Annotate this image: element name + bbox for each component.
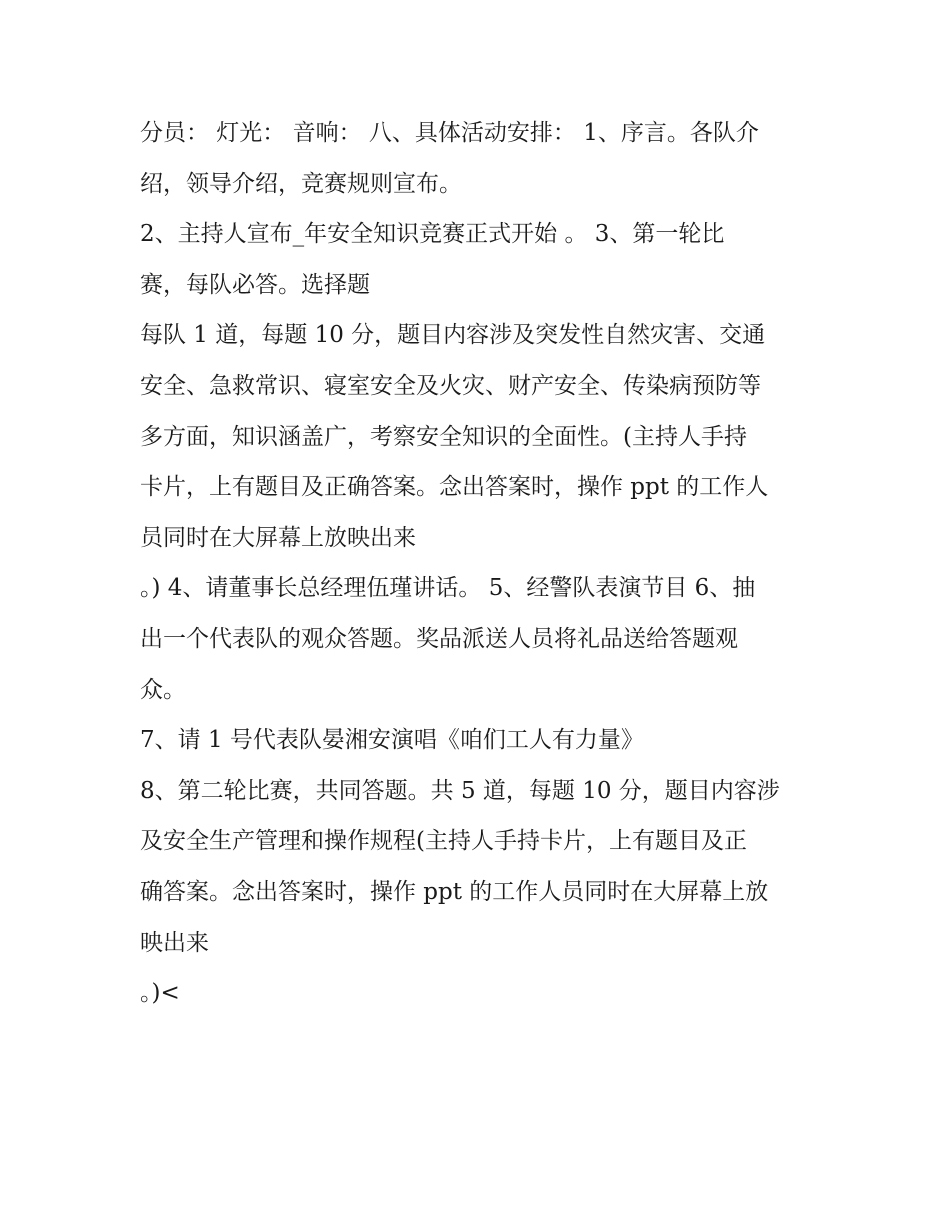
text-line: 出一个代表队的观众答题。奖品派送人员将礼品送给答题观 xyxy=(140,625,738,652)
document-body xyxy=(140,108,820,1019)
text-line: 确答案。念出答案时，操作 ppt 的工作人员同时在大屏幕上放 xyxy=(140,878,769,905)
text-line: 2、主持人宣布_年安全知识竞赛正式开始 。 3、第一轮比 xyxy=(140,221,725,248)
text-line: 员同时在大屏幕上放映出来 xyxy=(140,524,416,551)
text-line: 及安全生产管理和操作规程(主持人手持卡片，上有题目及正 xyxy=(140,828,747,855)
text-line: 绍，领导介绍，竞赛规则宣布。 xyxy=(140,170,462,197)
text-line: 安全、急救常识、寝室安全及火灾、财产安全、传染病预防等 xyxy=(140,372,761,399)
text-line: 多方面，知识涵盖广，考察安全知识的全面性。(主持人手持 xyxy=(140,423,747,450)
text-line: 映出来 xyxy=(140,929,209,956)
text-line: 卡片，上有题目及正确答案。念出答案时，操作 ppt 的工作人 xyxy=(140,474,769,501)
text-line: 分员： 灯光： 音响： 八、具体活动安排： 1、序言。各队介 xyxy=(140,120,759,146)
text-line: 每队 1 道，每题 10 分，题目内容涉及突发性自然灾害、交通 xyxy=(140,322,766,349)
text-line: 8、第二轮比赛，共同答题。共 5 道，每题 10 分，题目内容涉 xyxy=(140,777,780,804)
text-line: 。) 4、请董事长总经理伍瑾讲话。 5、经警队表演节目 6、抽 xyxy=(140,575,756,602)
text-line: 。)< xyxy=(140,980,180,1007)
text-line: 赛，每队必答。选择题 xyxy=(140,271,370,298)
text-line: 众。 xyxy=(140,676,186,703)
text-line: 7、请 1 号代表队晏湘安演唱《咱们工人有力量》 xyxy=(140,727,644,754)
